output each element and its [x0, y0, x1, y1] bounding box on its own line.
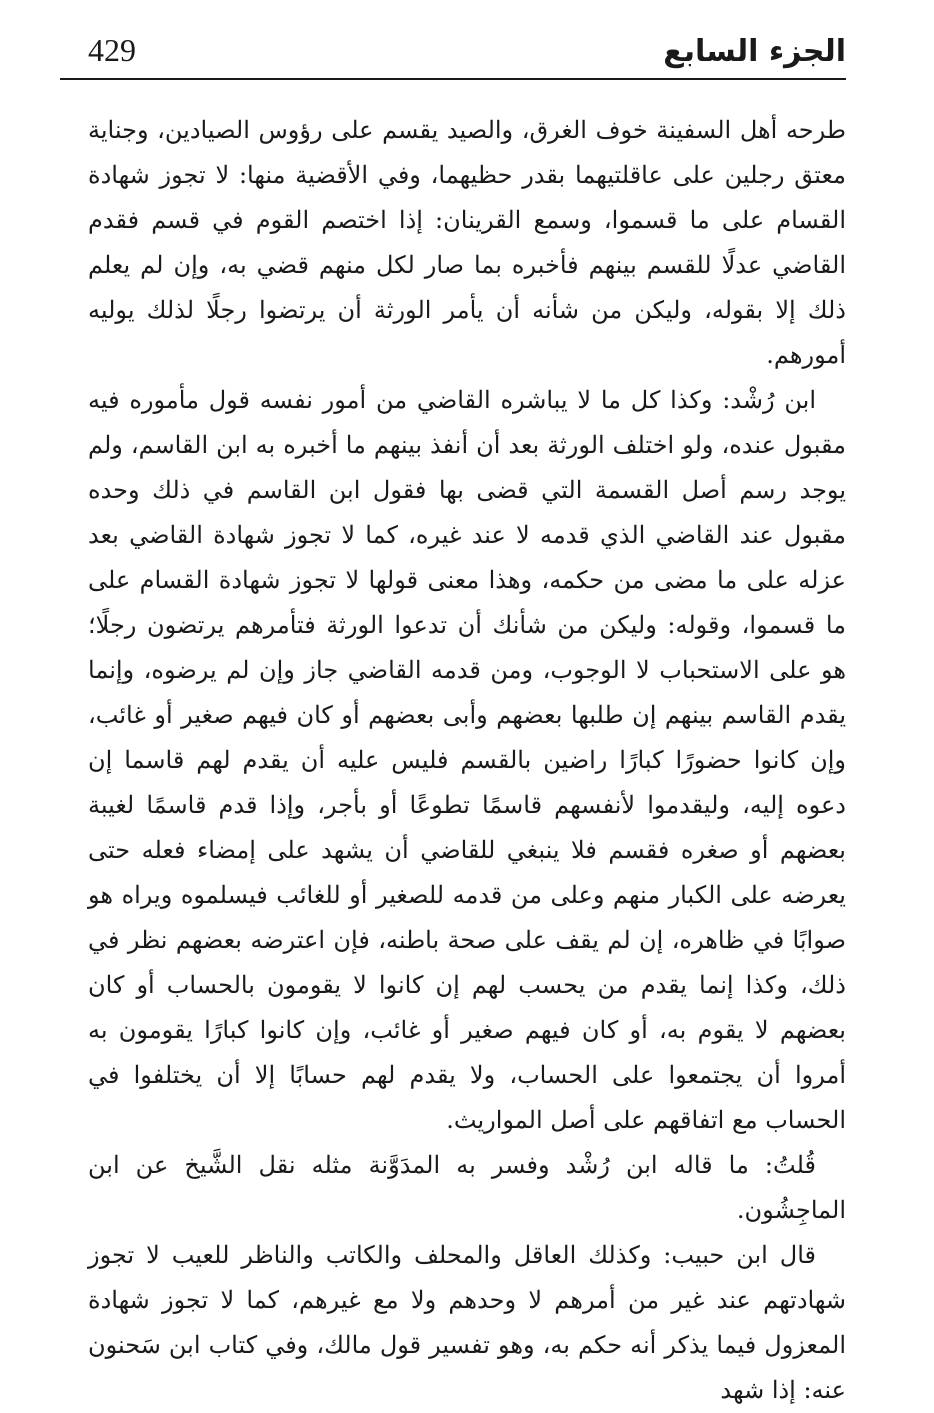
- page-number: 429: [88, 32, 136, 68]
- paragraph: قال ابن حبيب: وكذلك العاقل والمحلف والكاتب والناظر للعيب لا تجوز شهادتهم عند غير من أمرهم لا وحدهم ولا مع غيرهم، كما لا تجوز شهادة المعزول فيما يذكر أنه حكم به، وهو تفسير قول مالك، وفي كتاب ابن سَحنون عنه: إذا شهد: [88, 1241, 846, 1404]
- paragraph: ابن رُشْد: وكذا كل ما لا يباشره القاضي من أمور نفسه قول مأموره فيه مقبول عنده، ولو اختلف الورثة بعد أن أنفذ بينهم ما أخبره به ابن القاسم، ولم يوجد رسم أصل القسمة التي قضى بها فقول ابن القاسم في ذلك وحده مقبول عند القاضي الذي قدمه لا عند غيره، كما لا تجوز شهادة القاضي بعد عزله على ما مضى من حكمه، وهذا معنى قولها لا تجوز شهادة القسام على ما قسموا، وقوله: وليكن من شأنك أن تدعوا الورثة فتأمرهم يرتضون رجلًا؛ هو على الاستحباب لا الوجوب، ومن قدمه القاضي جاز وإن لم يرضوه، وإنما يقدم القاسم بينهم إن طلبها بعضهم وأبى بعضهم أو كان فيهم صغير أو غائب، وإن كانوا حضورًا كبارًا راضين بالقسم فليس عليه أن يقدم لهم قاسما إن دعوه إليه، وليقدموا لأنفسهم قاسمًا تطوعًا أو بأجر، وإذا قدم قاسمًا لغيبة بعضهم أو صغره فقسم فلا ينبغي للقاضي أن يشهد على إمضاء فعله حتى يعرضه على الكبار منهم وعلى من قدمه للصغير أو للغائب فيسلموه ويراه هو صوابًا في ظاهره، إن لم يقف على صحة باطنه، فإن اعترضه بعضهم نظر في ذلك، وكذا إنما يقدم من يحسب لهم إن كانوا لا يقومون بالحساب أو كان بعضهم لا يقوم به، أو كان فيهم صغير أو غائب، وإن كانوا كبارًا يقومون به أمروا أن يجتمعوا على الحساب، ولا يقدم لهم حسابًا إلا أن يختلفوا في الحساب مع اتفاقهم على أصل المواريث.: [88, 386, 847, 1134]
- header-divider: [60, 78, 846, 80]
- paragraph: طرحه أهل السفينة خوف الغرق، والصيد يقسم على رؤوس الصيادين، وجناية معتق رجلين على عاقلتيهما بقدر حظيهما، وفي الأقضية منها: لا تجوز شهادة القسام على ما قسموا، وسمع القرينان: إذا اختصم القوم في قسم فقدم القاضي عدلًا للقسم بينهم فأخبره بما صار لكل منهم قضي به، وإن لم يعلم ذلك إلا بقوله، وليكن من شأنه أن يأمر الورثة أن يرتضوا رجلًا لذلك يوليه أمورهم.: [88, 116, 846, 369]
- page-header: [60, 30, 846, 80]
- main-text: [88, 108, 846, 1413]
- paragraph: قُلتُ: ما قاله ابن رُشْد وفسر به المدَوَّنة مثله نقل الشَّيخ عن ابن الماجِشُون.: [88, 1151, 846, 1224]
- running-title: الجزء السابع: [663, 34, 846, 69]
